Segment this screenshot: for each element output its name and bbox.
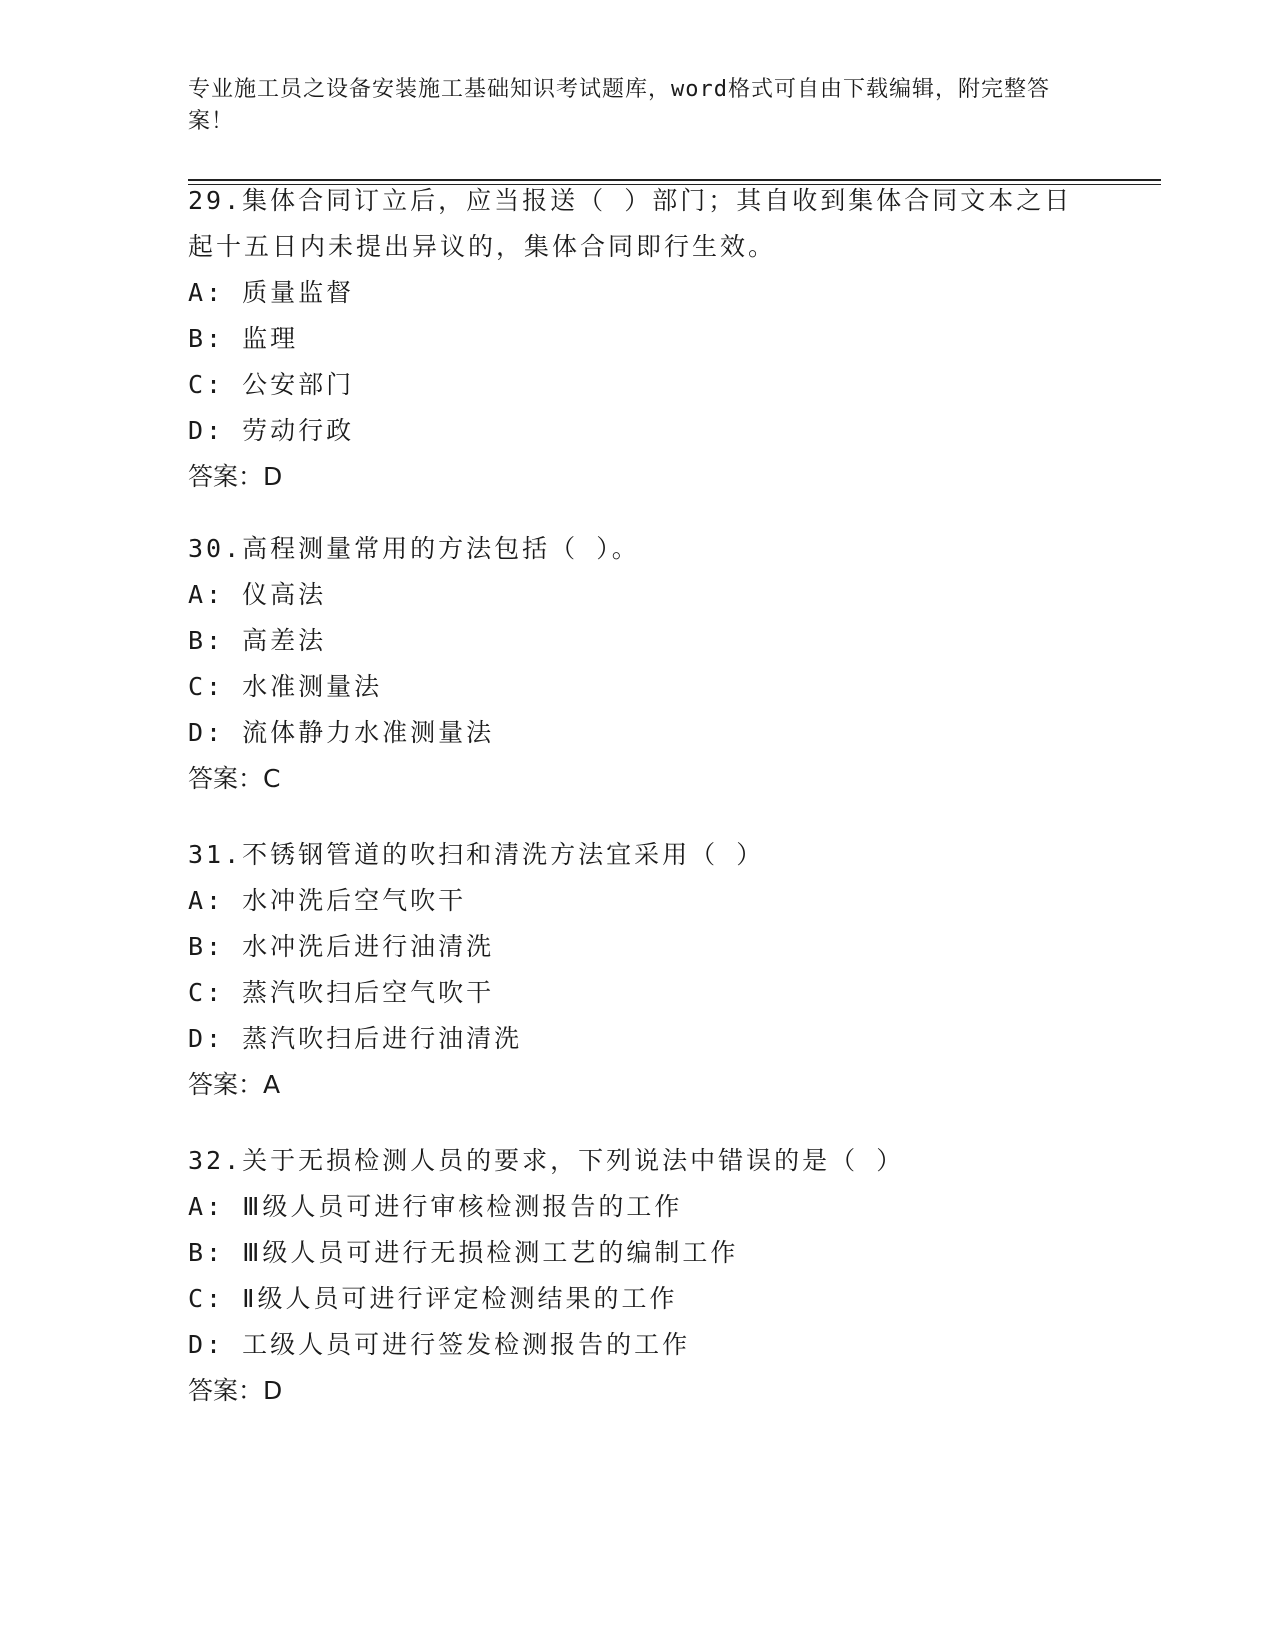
- option-a: A: 质量监督: [188, 278, 355, 307]
- option-b: B: 高差法: [188, 626, 327, 655]
- option-c: C: 公安部门: [188, 370, 355, 399]
- option-c: C: 水准测量法: [188, 672, 383, 701]
- question-31: [188, 832, 1088, 1108]
- option-d: D: 蒸汽吹扫后进行油清洗: [188, 1024, 523, 1053]
- option-a: A: 水冲洗后空气吹干: [188, 886, 467, 915]
- option-c: C: Ⅱ级人员可进行评定检测结果的工作: [188, 1284, 678, 1313]
- question-stem: 30.高程测量常用的方法包括（ ）。: [188, 534, 640, 563]
- option-b: B: 水冲洗后进行油清洗: [188, 932, 495, 961]
- option-a: A: Ⅲ级人员可进行审核检测报告的工作: [188, 1192, 683, 1221]
- option-b: B: Ⅲ级人员可进行无损检测工艺的编制工作: [188, 1238, 739, 1267]
- question-stem: 29.集体合同订立后，应当报送（ ）部门；其自收到集体合同文本之日起十五日内未提出异议的，集体合同即行生效。: [188, 186, 1073, 261]
- answer-line: 答案：D: [188, 462, 283, 491]
- question-32: [188, 1138, 1088, 1414]
- option-d: D: 工级人员可进行签发检测报告的工作: [188, 1330, 691, 1359]
- question-30: [188, 526, 1088, 802]
- option-c: C: 蒸汽吹扫后空气吹干: [188, 978, 495, 1007]
- question-29: [188, 178, 1088, 500]
- option-d: D: 劳动行政: [188, 416, 355, 445]
- document-header-intro: 专业施工员之设备安装施工基础知识考试题库，word格式可自由下载编辑，附完整答案！: [188, 77, 1050, 134]
- option-b: B: 监理: [188, 324, 299, 353]
- answer-line: 答案：D: [188, 1376, 283, 1405]
- option-a: A: 仪高法: [188, 580, 327, 609]
- question-stem: 31.不锈钢管道的吹扫和清洗方法宜采用（ ）: [188, 840, 765, 869]
- answer-line: 答案：A: [188, 1070, 281, 1099]
- answer-line: 答案：C: [188, 764, 281, 793]
- option-d: D: 流体静力水准测量法: [188, 718, 495, 747]
- question-stem: 32.关于无损检测人员的要求，下列说法中错误的是（ ）: [188, 1146, 905, 1175]
